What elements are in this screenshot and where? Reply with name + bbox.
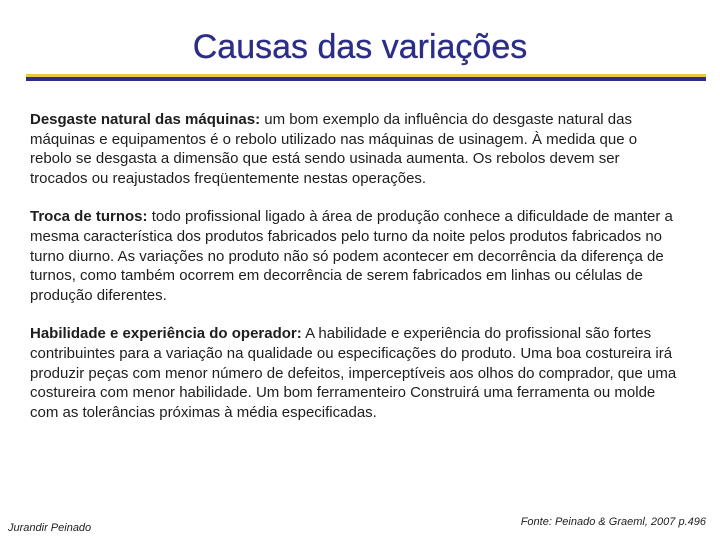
footer-author: Jurandir Peinado <box>8 522 92 534</box>
paragraph-lead: Desgaste natural das máquinas: <box>30 111 261 128</box>
paragraph-text: A habilidade e experiência do profissional são fortes contribuintes para a variação na qualidade ou especificações do produto. Uma boa costureira irá produzir peças com menor número de defeitos, imperceptíveis aos olhos do comprador, que uma costureira com menor habilidade. Um bom ferramenteiro Construirá uma ferramenta ou molde com as tolerâncias próximas à média especificadas. <box>30 325 677 421</box>
paragraph-troca-turnos <box>30 207 680 305</box>
paragraph-text: todo profissional ligado à área de produção conhece a dificuldade de manter a mesma característica dos produtos fabricados pelo turno da noite pelos produtos fabricados no turno diurno. As variações no produto não só podem acontecer em decorrência da diferença de turnos, como também ocorrem em decorrência de serem fabricados em linhas ou células de produção diferentes. <box>30 208 673 304</box>
paragraph-habilidade <box>30 324 680 422</box>
paragraph-lead: Troca de turnos: <box>30 208 148 226</box>
title-underline-navy <box>26 77 706 81</box>
slide-title: Causas das variações <box>192 28 528 66</box>
footer-source: Fonte: Peinado & Graeml, 2007 p.496 <box>520 516 706 528</box>
paragraph-lead: Habilidade e experiência do operador: <box>30 325 302 343</box>
paragraph-text: um bom exemplo da influência do desgaste natural das máquinas e equipamentos é o rebolo utilizado nas máquinas de usinagem. À medida que o rebolo se desgasta a dimensão que está sendo usinada aumenta. Os rebolos devem ser trocados ou reajustados freqüentemente nestas operações. <box>30 111 638 187</box>
paragraph-desgaste <box>30 110 680 188</box>
slide-body <box>30 110 680 441</box>
